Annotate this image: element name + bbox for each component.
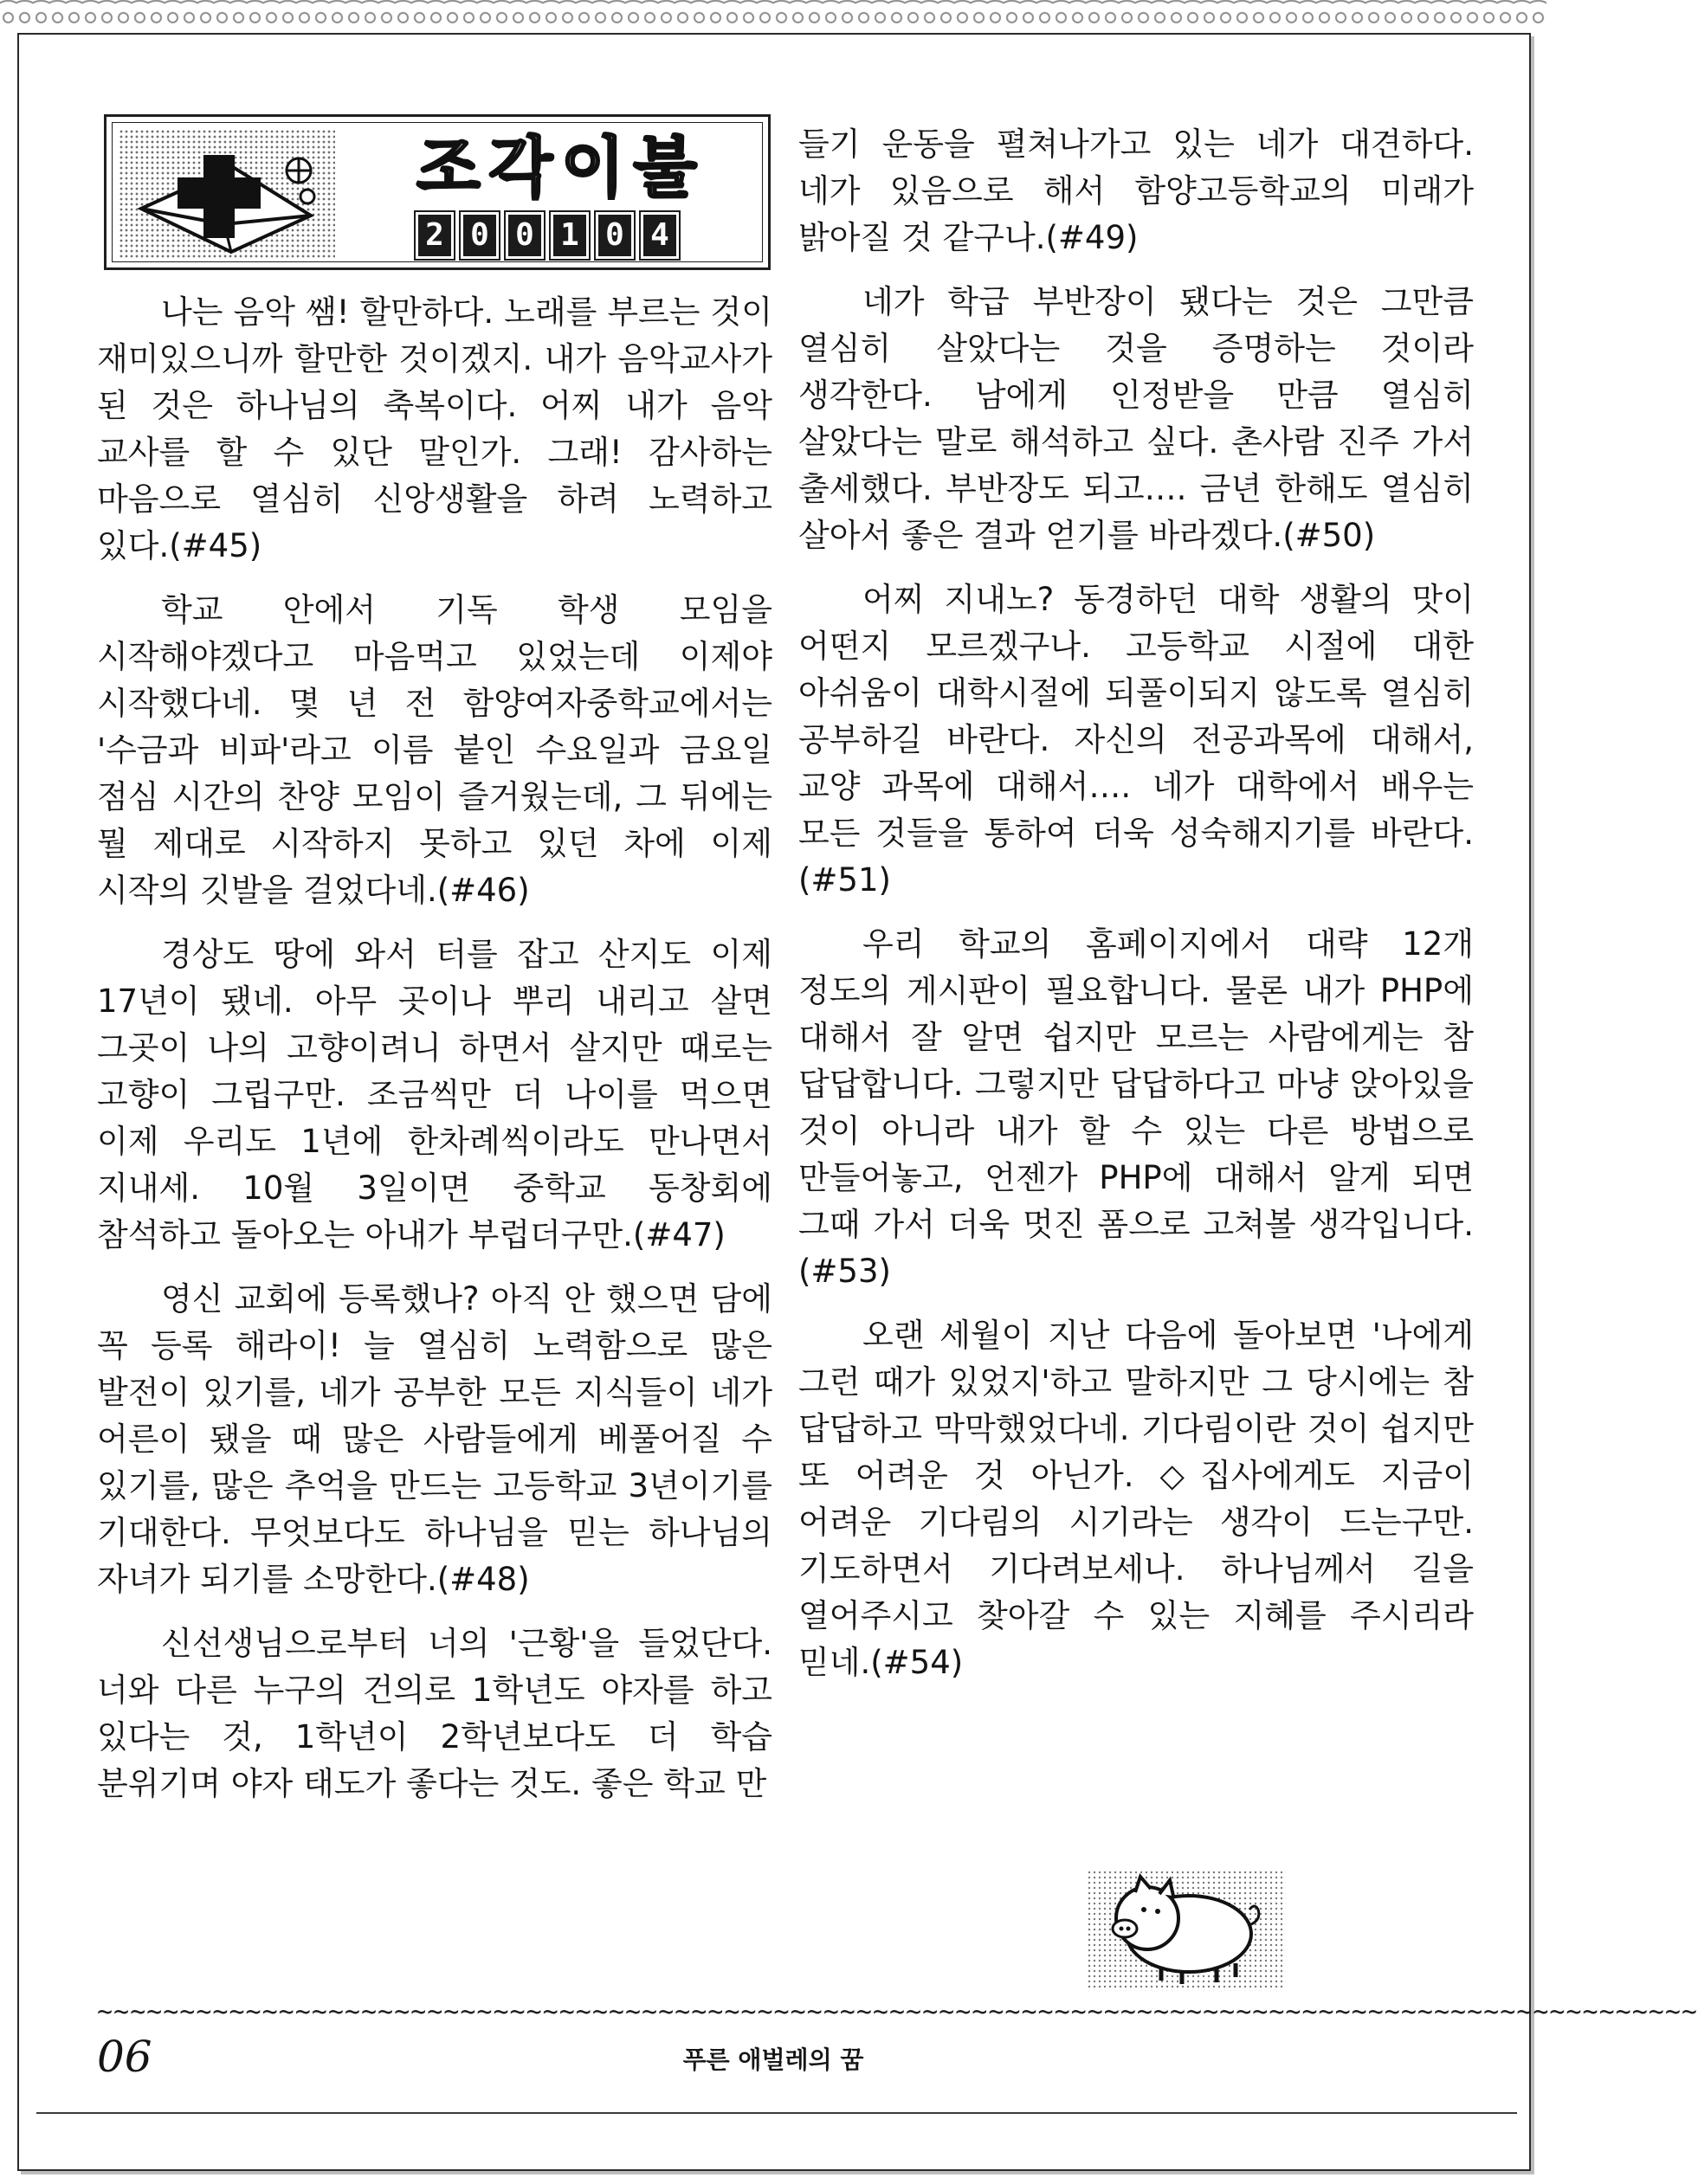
issue-digit: 4	[639, 210, 681, 261]
masthead-box	[104, 114, 771, 270]
entry-53: 우리 학교의 홈페이지에서 대략 12개 정도의 게시판이 필요합니다. 물론 내가 PHP에 대해서 잘 알면 쉽지만 모르는 사람에게는 참 답답합니다. 그렇지만 답답하다고 마냥 앉아있을 것이 아니라 내가 할 수 있는 다른 방법으로 만들어놓고, 언젠가 PHP에 대해서 알게 되면 그때 가서 더욱 멋진 폼으로 고쳐볼 생각입니다.(#53)	[798, 925, 1474, 1290]
issue-number	[414, 210, 681, 259]
right-column	[798, 121, 1474, 1686]
footer-separator: ~~~~~~~~~~~~~~~~~~~~~~~~~~~~~~~~~~~~~~~~~~~~~~~~~~~~~~~~~~~~~~~~~~~~~~~~~~~~~~~~~~~~~~~~~~~~~~~~~	[97, 1997, 1698, 2027]
issue-digit: 1	[549, 210, 591, 261]
issue-digit: 2	[414, 210, 455, 261]
page-number: 06	[97, 2032, 152, 2082]
pig-icon	[1087, 1870, 1286, 1991]
entry-49-end: 들기 운동을 펼쳐나가고 있는 네가 대견하다. 네가 있음으로 해서 함양고등학교의 미래가 밝아질 것 같구나.(#49)	[798, 126, 1474, 256]
issue-digit: 0	[594, 210, 636, 261]
entry-47: 경상도 땅에 와서 터를 잡고 산지도 이제 17년이 됐네. 아무 곳이나 뿌리 내리고 살면 그곳이 나의 고향이려니 하면서 살지만 때로는 고향이 그립구만. 조금씩만 더 나이를 먹으면 이제 우리도 1년에 한차례씩이라도 만나면서 지내세. 10월 3일이면 중학교 동창회에 참석하고 돌아오는 아내가 부럽더구만.(#47)	[97, 936, 772, 1253]
entry-54: 오랜 세월이 지난 다음에 돌아보면 '나에게 그런 때가 있었지'하고 말하지만 그 당시에는 참 답답하고 막막했었다네. 기다림이란 것이 쉽지만 또 어려운 것 아닌가. ◇집사에게도 지금이 어려운 기다림의 시기라는 생각이 드는구만. 기도하면서 기다려보세나. 하나님께서 길을 열어주시고 찾아갈 수 있는 지혜를 주시리라 믿네.(#54)	[798, 1317, 1474, 1681]
entry-48: 영신 교회에 등록했나? 아직 안 했으면 담에 꼭 등록 해라이! 늘 열심히 노력함으로 많은 발전이 있기를, 네가 공부한 모든 지식들이 네가 어른이 됐을 때 많은 사람들에게 베풀어질 수 있기를, 많은 추억을 만드는 고등학교 3년이기를 기대한다. 무엇보다도 하나님을 믿는 하나님의 자녀가 되기를 소망한다.(#48)	[97, 1280, 772, 1598]
masthead-dot-pattern	[119, 129, 335, 259]
entry-49-start: 신선생님으로부터 너의 '근황'을 들었단다. 너와 다른 누구의 건의로 1학년도 야자를 하고 있다는 것, 1학년이 2학년보다도 더 학습 분위기며 야자 태도가 좋다는 것도. 좋은 학교 만	[97, 1625, 772, 1802]
issue-digit: 0	[459, 210, 500, 261]
entry-46: 학교 안에서 기독 학생 모임을 시작해야겠다고 마음먹고 있었는데 이제야 시작했다네. 몇 년 전 함양여자중학교에서는 '수금과 비파'라고 이름 붙인 수요일과 금요일 점심 시간의 찬양 모임이 즐거웠는데, 그 뒤에는 뭘 제대로 시작하지 못하고 있던 차에 이제 시작의 깃발을 걸었다네.(#46)	[97, 591, 772, 909]
left-column	[97, 289, 772, 1807]
spiral-binding	[0, 0, 1546, 29]
entry-51: 어찌 지내노? 동경하던 대학 생활의 맛이 어떤지 모르겠구나. 고등학교 시절에 대한 아쉬움이 대학시절에 되풀이되지 않도록 열심히 공부하길 바란다. 자신의 전공과목에 대해서, 교양 과목에 대해서…. 네가 대학에서 배우는 모든 것들을 통하여 더욱 성숙해지기를 바란다.(#51)	[798, 581, 1474, 899]
envelope-cross-icon	[129, 148, 345, 261]
entry-45: 나는 음악 쌤! 할만하다. 노래를 부르는 것이 재미있으니까 할만한 것이겠지. 내가 음악교사가 된 것은 하나님의 축복이다. 어찌 내가 음악 교사를 할 수 있단 말인가. 그래! 감사하는 마음으로 열심히 신앙생활을 하려 노력하고 있다.(#45)	[97, 293, 772, 564]
issue-digit: 0	[504, 210, 546, 261]
entry-50: 네가 학급 부반장이 됐다는 것은 그만큼 열심히 살았다는 것을 증명하는 것이라 생각한다. 남에게 인정받을 만큼 열심히 살았다는 말로 해석하고 싶다. 촌사람 진주 가서 출세했다. 부반장도 되고…. 금년 한해도 열심히 살아서 좋은 결과 얻기를 바라겠다.(#50)	[798, 283, 1474, 554]
masthead-title: 조각이불	[416, 129, 706, 206]
bottom-rule	[36, 2112, 1517, 2114]
magazine-title: 푸른 애벌레의 꿈	[682, 2045, 864, 2074]
